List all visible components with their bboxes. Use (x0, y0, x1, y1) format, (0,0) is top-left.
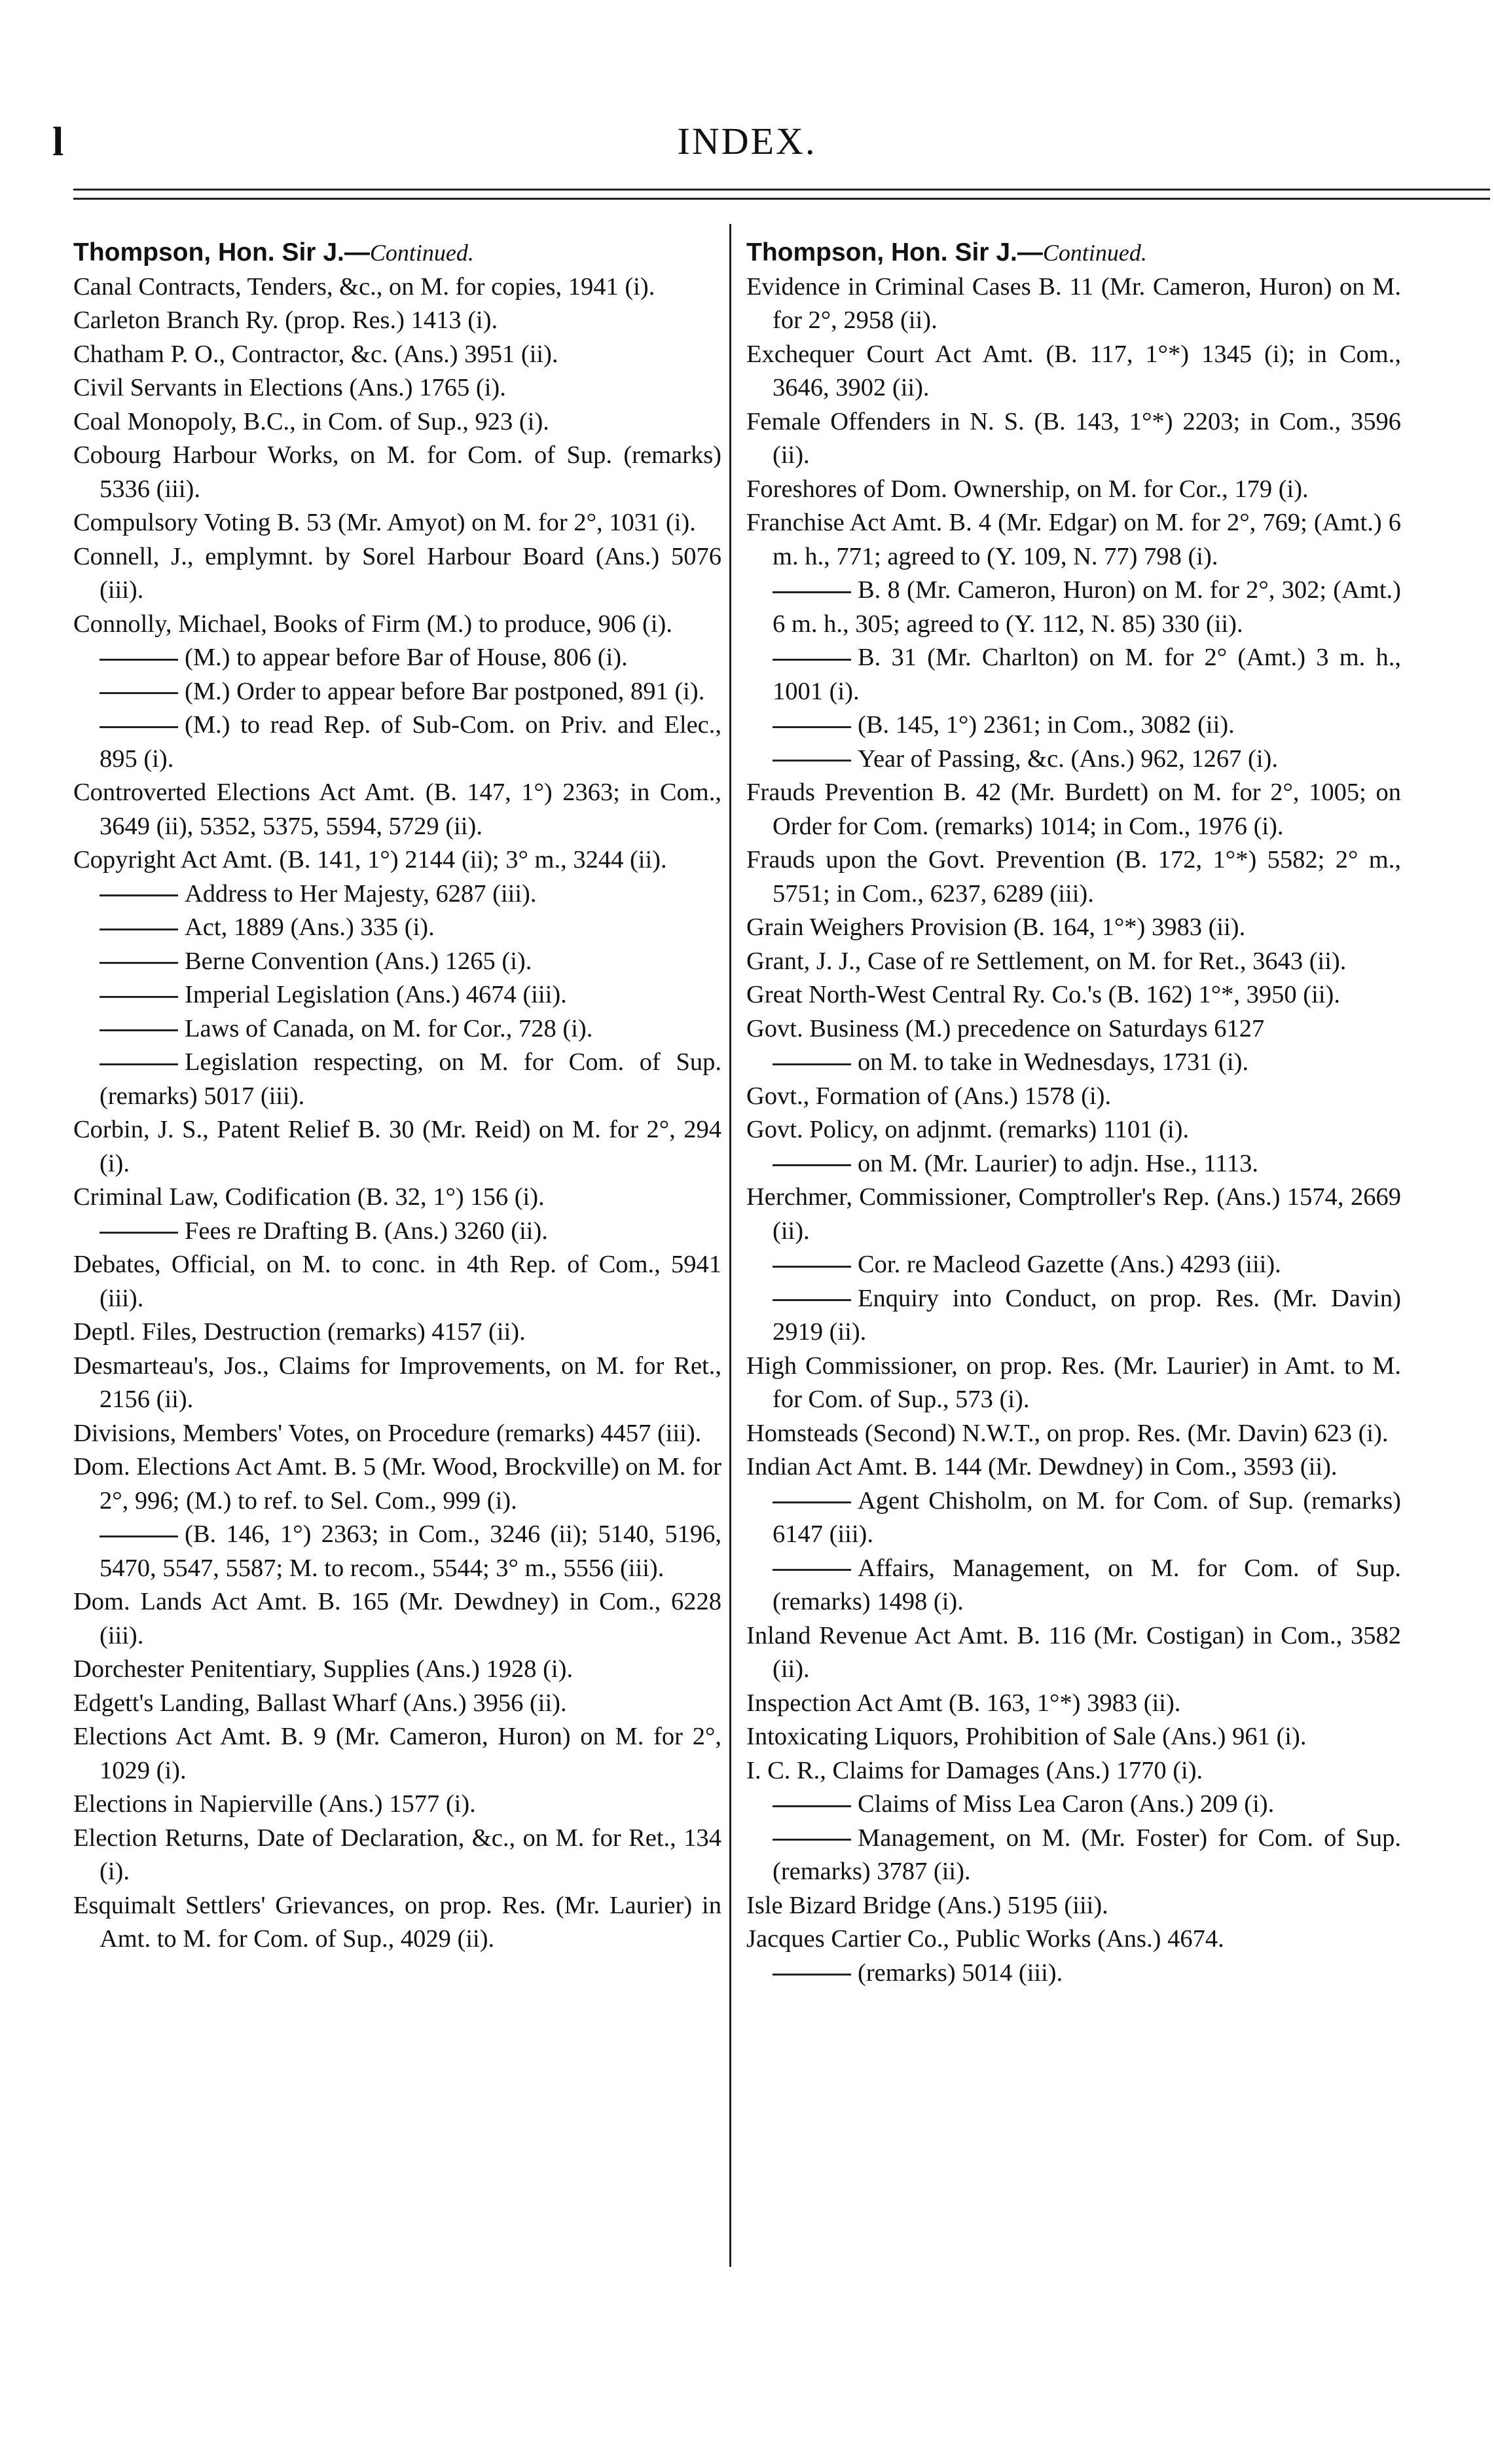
index-subentry (746, 1552, 1401, 1619)
entry-text: Govt., Formation of (Ans.) 1578 (i). (746, 1082, 1112, 1110)
ditto-dash (773, 659, 851, 661)
entry-text: Election Returns, Date of Declaration, &c., on M. for Ret., 134 (i). (73, 1824, 721, 1885)
entry-text: Exchequer Court Act Amt. (B. 117, 1°*) 1345 (i); in Com., 3646, 3902 (ii). (746, 340, 1401, 401)
ditto-dash (100, 1535, 178, 1537)
index-entry (73, 1889, 721, 1957)
entry-text: Grain Weighers Provision (B. 164, 1°*) 3983 (ii). (746, 913, 1246, 941)
entry-text: Jacques Cartier Co., Public Works (Ans.) 4674. (746, 1925, 1224, 1953)
index-entry (73, 540, 721, 608)
entry-text: Frauds upon the Govt. Prevention (B. 172, 1°*) 5582; 2° m., 5751; in Com., 6237, 6289 (iii). (746, 846, 1401, 908)
index-subentry (73, 641, 721, 675)
heading-continued: Continued. (369, 240, 474, 266)
index-entry (746, 473, 1401, 507)
index-subentry (73, 1215, 721, 1249)
entry-text: Imperial Legislation (Ans.) 4674 (iii). (185, 981, 567, 1008)
entry-text: Fees re Drafting B. (Ans.) 3260 (ii). (185, 1217, 548, 1245)
index-entry (746, 1450, 1401, 1484)
index-entry (746, 1350, 1401, 1417)
index-subentry (746, 1788, 1401, 1822)
entry-text: Intoxicating Liquors, Prohibition of Sale (Ans.) 961 (i). (746, 1723, 1307, 1750)
index-subentry (746, 1957, 1401, 1991)
left-column-heading (73, 236, 721, 270)
index-entry (73, 843, 721, 877)
entry-text: Edgett's Landing, Ballast Wharf (Ans.) 3956 (ii). (73, 1689, 567, 1717)
entry-text: (B. 145, 1°) 2361; in Com., 3082 (ii). (858, 711, 1235, 739)
entry-text: High Commissioner, on prop. Res. (Mr. Laurier) in Amt. to M. for Com. of Sup., 573 (i). (746, 1352, 1401, 1413)
index-subentry (746, 1282, 1401, 1350)
index-entry (73, 1315, 721, 1350)
entry-text: Chatham P. O., Contractor, &c. (Ans.) 3951 (ii). (73, 340, 558, 368)
index-entry (73, 1181, 721, 1215)
entry-text: Inspection Act Amt (B. 163, 1°*) 3983 (ii). (746, 1689, 1181, 1717)
index-subentry (746, 708, 1401, 743)
entry-text: Homsteads (Second) N.W.T., on prop. Res. (Mr. Davin) 623 (i). (746, 1419, 1389, 1447)
ditto-dash (773, 1063, 851, 1065)
entry-text: Divisions, Members' Votes, on Procedure (remarks) 4457 (iii). (73, 1419, 702, 1447)
index-entry (746, 911, 1401, 945)
entry-text: Connolly, Michael, Books of Firm (M.) to produce, 906 (i). (73, 610, 672, 638)
index-subentry (73, 708, 721, 776)
ditto-dash (100, 894, 178, 896)
entry-text: Govt. Business (M.) precedence on Saturdays 6127 (746, 1014, 1265, 1042)
entry-text: Connell, J., emplymnt. by Sorel Harbour Board (Ans.) 5076 (iii). (73, 542, 721, 604)
index-entry (73, 1653, 721, 1687)
ditto-dash (100, 929, 178, 930)
index-subentry (746, 1248, 1401, 1282)
index-subentry (746, 641, 1401, 708)
index-entry (73, 1687, 721, 1721)
ditto-dash (100, 962, 178, 964)
index-subentry (73, 945, 721, 979)
entry-text: Cobourg Harbour Works, on M. for Com. of Sup. (remarks) 5336 (iii). (73, 441, 721, 503)
entry-text: Criminal Law, Codification (B. 32, 1°) 156 (i). (73, 1183, 545, 1211)
entry-text: Legislation respecting, on M. for Com. of Sup. (remarks) 5017 (iii). (100, 1048, 721, 1110)
index-entry (73, 1350, 721, 1417)
index-entry (746, 978, 1401, 1012)
entry-text: Canal Contracts, Tenders, &c., on M. for copies, 1941 (i). (73, 272, 655, 301)
entry-text: Esquimalt Settlers' Grievances, on prop. Res. (Mr. Laurier) in Amt. to M. for Com. of Sup., 4029 (ii). (73, 1891, 721, 1953)
entry-text: Dom. Elections Act Amt. B. 5 (Mr. Wood, Brockville) on M. for 2°, 996; (M.) to ref. to Sel. Com., 999 (i). (73, 1453, 721, 1515)
ditto-dash (100, 726, 178, 728)
index-entry (73, 405, 721, 439)
entry-text: Cor. re Macleod Gazette (Ans.) 4293 (iii). (858, 1251, 1281, 1278)
index-entry (746, 1619, 1401, 1687)
index-entry (746, 1687, 1401, 1721)
ditto-dash (100, 659, 178, 661)
entry-text: Herchmer, Commissioner, Comptroller's Rep. (Ans.) 1574, 2669 (ii). (746, 1183, 1401, 1245)
index-subentry (746, 1046, 1401, 1080)
entry-text: Controverted Elections Act Amt. (B. 147, 1°) 2363; in Com., 3649 (ii), 5352, 5375, 5594, 5729 (ii). (73, 779, 721, 840)
entry-text: Govt. Policy, on adjnmt. (remarks) 1101 (i). (746, 1116, 1190, 1143)
index-entry (746, 1720, 1401, 1754)
entry-text: Debates, Official, on M. to conc. in 4th Rep. of Com., 5941 (iii). (73, 1251, 721, 1312)
index-subentry (746, 1147, 1401, 1181)
ditto-dash (100, 996, 178, 998)
entry-text: Address to Her Majesty, 6287 (iii). (185, 879, 537, 908)
page-title: INDEX. (677, 120, 817, 162)
entry-text: Franchise Act Amt. B. 4 (Mr. Edgar) on M. for 2°, 769; (Amt.) 6 m. h., 771; agreed to (Y. 109, N. 77) 798 (i). (746, 509, 1401, 570)
left-column (73, 236, 721, 1957)
entry-text: Enquiry into Conduct, on prop. Res. (Mr. Davin) 2919 (ii). (773, 1284, 1401, 1346)
right-column (746, 236, 1401, 1990)
index-entry (746, 945, 1401, 979)
entry-text: Dorchester Penitentiary, Supplies (Ans.) 1928 (i). (73, 1655, 574, 1683)
entry-text: Carleton Branch Ry. (prop. Res.) 1413 (i). (73, 306, 498, 334)
entry-text: (B. 146, 1°) 2363; in Com., 3246 (ii); 5140, 5196, 5470, 5547, 5587; M. to recom., 5544; 3° m., 5556 (iii). (100, 1520, 721, 1582)
index-subentry (73, 911, 721, 945)
heading-continued: Continued. (1042, 240, 1147, 266)
entry-text: Copyright Act Amt. (B. 141, 1°) 2144 (ii); 3° m., 3244 (ii). (73, 846, 667, 873)
left-entry-list (73, 270, 721, 1957)
entry-text: Act, 1889 (Ans.) 335 (i). (185, 913, 435, 941)
index-entry (73, 270, 721, 304)
entry-text: Compulsory Voting B. 53 (Mr. Amyot) on M. for 2°, 1031 (i). (73, 509, 696, 536)
ditto-dash (100, 692, 178, 694)
entry-text: Deptl. Files, Destruction (remarks) 4157 (ii). (73, 1318, 526, 1346)
index-entry (73, 304, 721, 338)
index-entry (746, 405, 1401, 473)
entry-text: B. 31 (Mr. Charlton) on M. for 2° (Amt.) 3 m. h., 1001 (i). (773, 644, 1401, 705)
index-entry (746, 776, 1401, 843)
index-entry (746, 1181, 1401, 1248)
entry-text: Year of Passing, &c. (Ans.) 962, 1267 (i). (858, 745, 1278, 773)
index-entry (73, 1248, 721, 1315)
entry-text: Coal Monopoly, B.C., in Com. of Sup., 923 (i). (73, 407, 549, 435)
entry-text: Isle Bizard Bridge (Ans.) 5195 (iii). (746, 1891, 1108, 1919)
entry-text: (remarks) 5014 (iii). (858, 1958, 1063, 1987)
entry-text: (M.) to read Rep. of Sub-Com. on Priv. and Elec., 895 (i). (100, 711, 721, 773)
index-entry (73, 1417, 721, 1451)
index-entry (73, 1585, 721, 1653)
index-entry (73, 1450, 721, 1518)
index-subentry (746, 1484, 1401, 1552)
entry-text: Agent Chisholm, on M. for Com. of Sup. (remarks) 6147 (iii). (773, 1486, 1401, 1548)
ditto-dash (773, 760, 851, 762)
entry-text: Civil Servants in Elections (Ans.) 1765 (i). (73, 374, 506, 401)
index-entry (746, 270, 1401, 338)
ditto-dash (773, 1569, 851, 1571)
entry-text: Grant, J. J., Case of re Settlement, on M. for Ret., 3643 (ii). (746, 947, 1347, 975)
index-entry (746, 1113, 1401, 1147)
ditto-dash (773, 1974, 851, 1976)
entry-text: Berne Convention (Ans.) 1265 (i). (185, 947, 532, 975)
column-divider (729, 224, 731, 2267)
index-entry (73, 338, 721, 372)
index-subentry (746, 574, 1401, 641)
index-entry (73, 1113, 721, 1181)
index-entry (746, 1012, 1401, 1046)
entry-text: (M.) to appear before Bar of House, 806 (i). (185, 644, 628, 671)
index-subentry (73, 1046, 721, 1113)
entry-text: Desmarteau's, Jos., Claims for Improvements, on M. for Ret., 2156 (ii). (73, 1352, 721, 1413)
ditto-dash (773, 726, 851, 728)
index-subentry (73, 1012, 721, 1046)
entry-text: Elections in Napierville (Ans.) 1577 (i). (73, 1790, 476, 1818)
index-entry (746, 1080, 1401, 1114)
entry-text: Elections Act Amt. B. 9 (Mr. Cameron, Huron) on M. for 2°, 1029 (i). (73, 1723, 721, 1784)
entry-text: Laws of Canada, on M. for Cor., 728 (i). (185, 1014, 593, 1042)
index-entry (746, 506, 1401, 574)
index-entry (73, 439, 721, 506)
ditto-dash (100, 1063, 178, 1065)
index-subentry (746, 743, 1401, 777)
index-entry (746, 1889, 1401, 1923)
page-number: l (52, 120, 64, 164)
index-entry (73, 506, 721, 540)
entry-text: Affairs, Management, on M. for Com. of Sup. (remarks) 1498 (i). (773, 1554, 1401, 1615)
header-rule-bottom (73, 198, 1490, 200)
index-entry (73, 1720, 721, 1788)
index-entry (73, 1788, 721, 1822)
entry-text: Foreshores of Dom. Ownership, on M. for Cor., 179 (i). (746, 475, 1309, 503)
right-entry-list (746, 270, 1401, 1991)
index-entry (746, 1754, 1401, 1788)
ditto-dash (100, 1232, 178, 1234)
ditto-dash (773, 1839, 851, 1841)
heading-name: Thompson, Hon. Sir J.— (746, 238, 1043, 267)
ditto-dash (773, 1805, 851, 1807)
index-entry (746, 843, 1401, 911)
index-subentry (73, 978, 721, 1012)
index-subentry (73, 877, 721, 911)
entry-text: Female Offenders in N. S. (B. 143, 1°*) 2203; in Com., 3596 (ii). (746, 407, 1401, 469)
entry-text: Evidence in Criminal Cases B. 11 (Mr. Cameron, Huron) on M. for 2°, 2958 (ii). (746, 272, 1401, 334)
index-entry (746, 1417, 1401, 1451)
index-subentry (73, 1518, 721, 1585)
entry-text: Inland Revenue Act Amt. B. 116 (Mr. Costigan) in Com., 3582 (ii). (746, 1621, 1401, 1683)
entry-text: Indian Act Amt. B. 144 (Mr. Dewdney) in Com., 3593 (ii). (746, 1453, 1338, 1480)
entry-text: Corbin, J. S., Patent Relief B. 30 (Mr. Reid) on M. for 2°, 294 (i). (73, 1116, 721, 1177)
entry-text: Great North-West Central Ry. Co.'s (B. 162) 1°*, 3950 (ii). (746, 981, 1340, 1008)
entry-text: Frauds Prevention B. 42 (Mr. Burdett) on M. for 2°, 1005; on Order for Com. (remarks) 1014; in Com., 1976 (i). (746, 779, 1401, 840)
ditto-dash (773, 1501, 851, 1503)
ditto-dash (773, 1299, 851, 1301)
entry-text: Dom. Lands Act Amt. B. 165 (Mr. Dewdney) in Com., 6228 (iii). (73, 1588, 721, 1649)
index-entry (73, 1822, 721, 1889)
index-entry (746, 338, 1401, 405)
entry-text: I. C. R., Claims for Damages (Ans.) 1770 (i). (746, 1756, 1203, 1784)
entry-text: Claims of Miss Lea Caron (Ans.) 209 (i). (858, 1790, 1275, 1818)
ditto-dash (773, 591, 851, 593)
entry-text: B. 8 (Mr. Cameron, Huron) on M. for 2°, 302; (Amt.) 6 m. h., 305; agreed to (Y. 112, N. 85) 330 (ii). (773, 576, 1401, 638)
entry-text: on M. (Mr. Laurier) to adjn. Hse., 1113. (858, 1149, 1258, 1177)
index-entry (73, 371, 721, 405)
index-subentry (746, 1822, 1401, 1889)
index-subentry (73, 675, 721, 709)
header-rule-top (73, 189, 1490, 191)
index-entry (73, 776, 721, 843)
index-entry (73, 608, 721, 642)
entry-text: Management, on M. (Mr. Foster) for Com. of Sup. (remarks) 3787 (ii). (773, 1824, 1401, 1885)
entry-text: on M. to take in Wednesdays, 1731 (i). (858, 1048, 1249, 1076)
index-entry (746, 1922, 1401, 1957)
ditto-dash (773, 1266, 851, 1268)
heading-name: Thompson, Hon. Sir J.— (73, 238, 370, 267)
ditto-dash (100, 1029, 178, 1031)
right-column-heading (746, 236, 1401, 270)
entry-text: (M.) Order to appear before Bar postponed, 891 (i). (185, 677, 705, 705)
ditto-dash (773, 1164, 851, 1166)
